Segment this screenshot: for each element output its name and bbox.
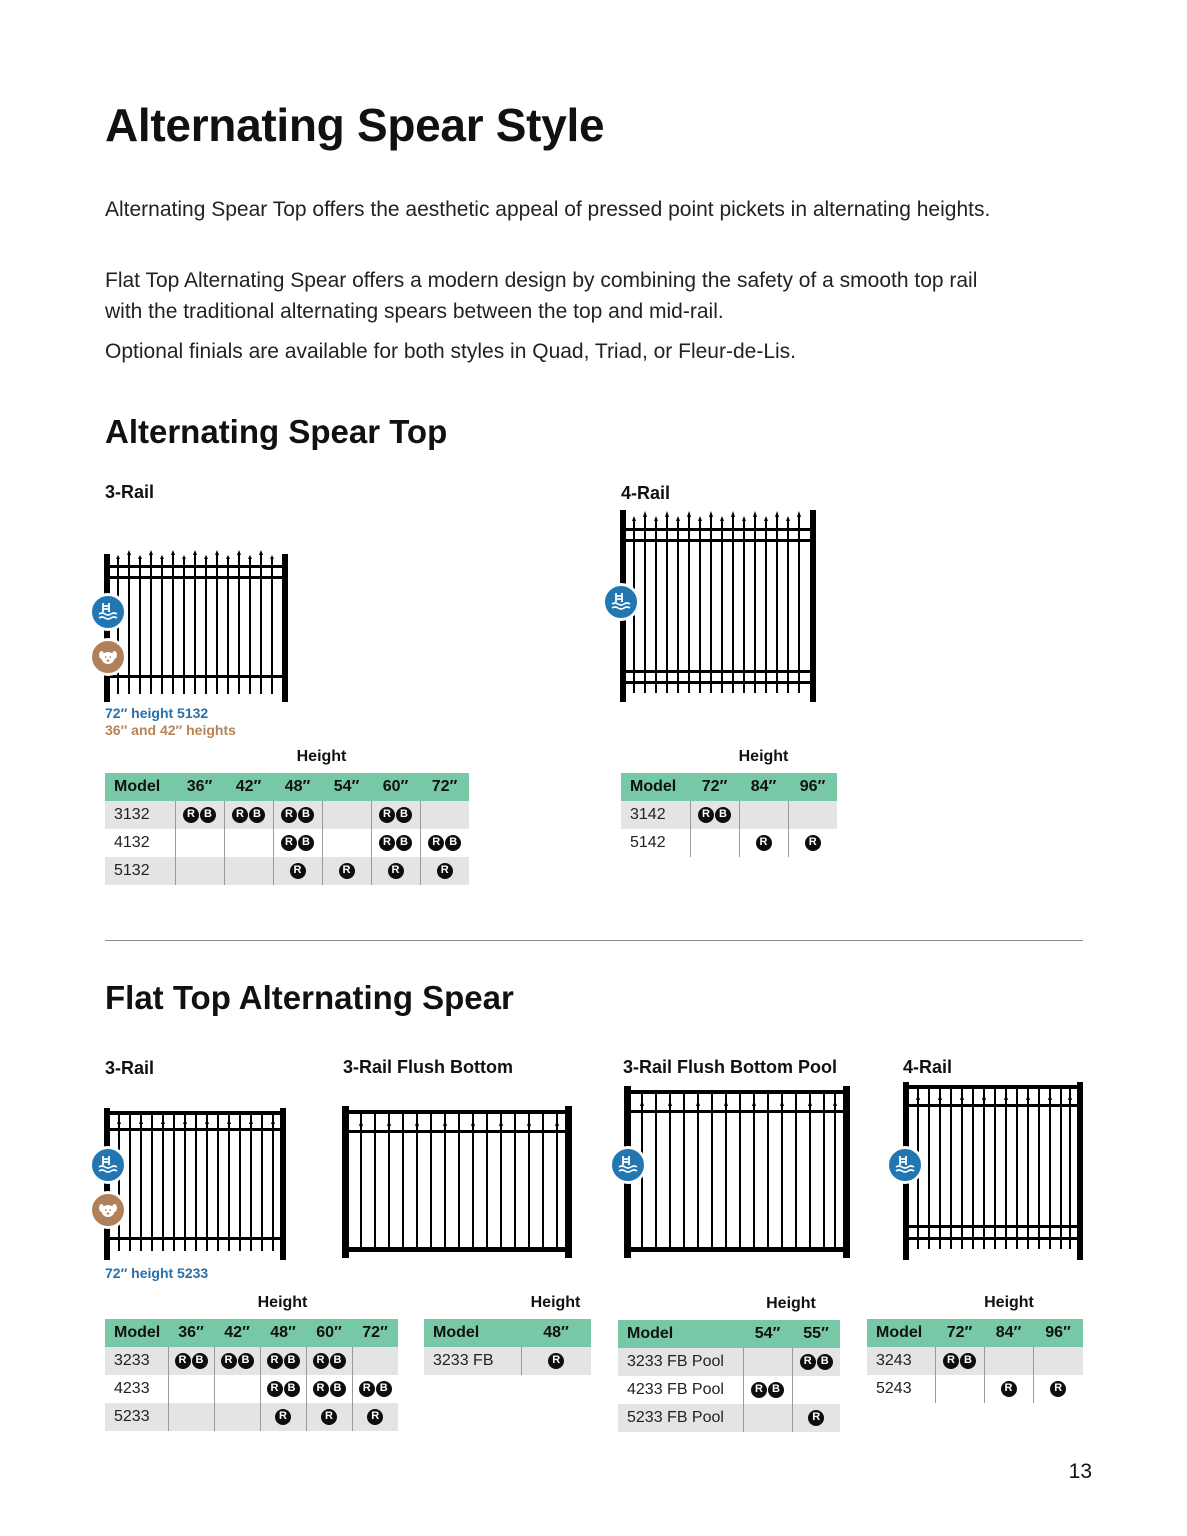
height-label: Height	[738, 748, 789, 765]
table-row	[621, 829, 837, 857]
business-badge-icon: B	[200, 807, 216, 823]
residential-badge-icon: R	[267, 1353, 283, 1369]
business-badge-icon: B	[768, 1382, 784, 1398]
residential-badge-icon: R	[281, 835, 297, 851]
model-number: 5132	[105, 857, 175, 885]
caption-pet-heights: 36″ and 42″ heights	[105, 722, 236, 738]
column-header-height: 84″	[984, 1319, 1033, 1347]
model-number: 5243	[876, 1380, 912, 1397]
page-number: 13	[1068, 1460, 1092, 1483]
availability-cell	[743, 1376, 792, 1404]
residential-badge-icon: R	[275, 1409, 291, 1425]
residential-badge-icon: R	[281, 807, 297, 823]
residential-badge-icon: R	[751, 1382, 767, 1398]
availability-cell	[224, 829, 273, 857]
availability-cell	[690, 829, 739, 857]
fence-illustration-4-rail-spear	[620, 508, 818, 702]
availability-cell	[371, 801, 420, 829]
availability-cell	[168, 1403, 214, 1431]
residential-badge-icon: R	[805, 835, 821, 851]
table-header-row	[105, 773, 469, 801]
availability-cell	[788, 801, 837, 829]
column-header-height: 72″	[420, 773, 469, 801]
availability-cell	[792, 1404, 840, 1432]
availability-cell	[168, 1347, 214, 1375]
availability-cell	[1033, 1375, 1083, 1403]
column-header-height: 42″	[214, 1319, 260, 1347]
column-header-height: 72″	[690, 773, 739, 801]
model-number: 3233 FB Pool	[618, 1348, 743, 1376]
business-badge-icon: B	[298, 807, 314, 823]
business-badge-icon: B	[715, 807, 731, 823]
model-number: 4132	[114, 834, 150, 851]
spec-table-3-rail-flat-top	[105, 1319, 398, 1431]
table-row	[621, 801, 837, 829]
availability-cell	[743, 1404, 792, 1432]
column-header-height: 54″	[322, 773, 371, 801]
availability-cell	[352, 1403, 398, 1431]
table-row	[618, 1404, 840, 1432]
height-label: Height	[530, 1294, 581, 1311]
business-badge-icon: B	[960, 1353, 976, 1369]
residential-badge-icon: R	[321, 1409, 337, 1425]
column-header-height: 36″	[175, 773, 224, 801]
pet-icon	[89, 638, 127, 676]
table-row	[105, 1347, 398, 1375]
pet-icon	[89, 1191, 127, 1229]
table-row	[618, 1348, 840, 1376]
model-number: 4233 FB Pool	[627, 1381, 724, 1398]
residential-badge-icon: R	[943, 1353, 959, 1369]
section-title-flat-top: Flat Top Alternating Spear	[105, 979, 514, 1016]
label-3-rail-flush-bottom-pool: 3-Rail Flush Bottom Pool	[623, 1057, 837, 1077]
fence-illustration-4-rail-flat-top	[903, 1082, 1085, 1260]
column-header-height: 72″	[935, 1319, 984, 1347]
availability-cell	[1033, 1347, 1083, 1375]
spec-table-4-rail-flat-top	[867, 1319, 1083, 1403]
column-header-model: Model	[618, 1320, 743, 1348]
table-row	[105, 1403, 398, 1431]
availability-cell	[935, 1347, 984, 1375]
pool-icon	[602, 583, 640, 621]
availability-cell	[306, 1375, 352, 1403]
residential-badge-icon: R	[175, 1353, 191, 1369]
availability-cell	[743, 1348, 792, 1376]
column-header-model: Model	[867, 1319, 935, 1347]
table-header-row	[424, 1319, 591, 1347]
pool-icon	[89, 1146, 127, 1184]
residential-badge-icon: R	[290, 863, 306, 879]
residential-badge-icon: R	[183, 807, 199, 823]
availability-cell	[260, 1347, 306, 1375]
business-badge-icon: B	[396, 807, 412, 823]
intro-paragraph-2: Flat Top Alternating Spear offers a modern design by combining the safety of a smooth top rail with the traditional alternating spears between the top and mid-rail.	[105, 269, 978, 323]
column-header-height: 48″	[260, 1319, 306, 1347]
column-header-height: 96″	[1033, 1319, 1083, 1347]
table-row	[424, 1347, 591, 1375]
spec-table-4-rail-spear-top	[621, 773, 837, 857]
business-badge-icon: B	[298, 835, 314, 851]
column-header-height: 54″	[743, 1320, 792, 1348]
column-header-model: Model	[105, 773, 175, 801]
label-3-rail-flush-bottom: 3-Rail Flush Bottom	[343, 1057, 513, 1077]
column-header-model: Model	[621, 773, 690, 801]
availability-cell	[739, 829, 788, 857]
page-title: Alternating Spear Style	[105, 99, 605, 151]
intro-paragraph-1: Alternating Spear Top offers the aesthetic appeal of pressed point pickets in alternating heights.	[105, 198, 991, 221]
availability-cell	[273, 857, 322, 885]
availability-cell	[788, 829, 837, 857]
availability-cell	[273, 801, 322, 829]
residential-badge-icon: R	[437, 863, 453, 879]
label-4-rail-spear-top: 4-Rail	[621, 483, 671, 503]
residential-badge-icon: R	[428, 835, 444, 851]
column-header-height: 48″	[273, 773, 322, 801]
residential-badge-icon: R	[313, 1381, 329, 1397]
column-header-model: Model	[424, 1319, 521, 1347]
column-header-height: 72″	[352, 1319, 398, 1347]
model-number: 3243	[867, 1347, 935, 1375]
availability-cell	[214, 1403, 260, 1431]
availability-cell	[984, 1347, 1033, 1375]
height-label: Height	[296, 748, 347, 765]
model-number: 5233 FB Pool	[618, 1404, 743, 1432]
availability-cell	[306, 1403, 352, 1431]
availability-cell	[175, 857, 224, 885]
table-row	[105, 801, 469, 829]
residential-badge-icon: R	[800, 1354, 816, 1370]
residential-badge-icon: R	[808, 1410, 824, 1426]
model-number: 3132	[105, 801, 175, 829]
column-header-height: 42″	[224, 773, 273, 801]
table-row	[867, 1347, 1083, 1375]
column-header-height: 60″	[371, 773, 420, 801]
model-number: 4233	[114, 1380, 150, 1397]
residential-badge-icon: R	[1050, 1381, 1066, 1397]
label-3-rail-flat-top: 3-Rail	[105, 1058, 155, 1078]
column-header-height: 84″	[739, 773, 788, 801]
availability-cell	[792, 1376, 840, 1404]
table-header-row	[867, 1319, 1083, 1347]
column-header-height: 48″	[521, 1319, 591, 1347]
fence-illustration-3-rail-flat-top	[104, 1108, 288, 1260]
availability-cell	[371, 857, 420, 885]
table-row	[618, 1376, 840, 1404]
caption-pool-height: 72″ height 5132	[105, 705, 209, 721]
availability-cell	[352, 1375, 398, 1403]
availability-cell	[168, 1375, 214, 1403]
column-header-height: 36″	[168, 1319, 214, 1347]
residential-badge-icon: R	[313, 1353, 329, 1369]
height-label: Height	[766, 1295, 816, 1312]
business-badge-icon: B	[445, 835, 461, 851]
availability-cell	[224, 857, 273, 885]
availability-cell	[214, 1375, 260, 1403]
availability-cell	[260, 1403, 306, 1431]
availability-cell	[984, 1375, 1033, 1403]
table-header-row	[618, 1320, 840, 1348]
business-badge-icon: B	[249, 807, 265, 823]
fence-illustration-3-rail-flush-bottom-pool	[624, 1086, 852, 1258]
business-badge-icon: B	[396, 835, 412, 851]
business-badge-icon: B	[817, 1354, 833, 1370]
pool-icon	[89, 593, 127, 631]
residential-badge-icon: R	[756, 835, 772, 851]
fence-illustration-3-rail-flush-bottom	[342, 1106, 574, 1258]
height-label: Height	[257, 1294, 308, 1311]
business-badge-icon: B	[330, 1353, 346, 1369]
column-header-model: Model	[105, 1319, 168, 1347]
residential-badge-icon: R	[548, 1353, 564, 1369]
fence-illustration-3-rail-spear	[104, 548, 290, 702]
availability-cell	[224, 801, 273, 829]
availability-cell	[273, 829, 322, 857]
availability-cell	[420, 829, 469, 857]
availability-cell	[792, 1348, 840, 1376]
business-badge-icon: B	[238, 1353, 254, 1369]
spec-table-flush-bottom	[424, 1319, 591, 1375]
model-number: 3142	[621, 801, 690, 829]
label-4-rail-flat-top: 4-Rail	[903, 1057, 953, 1077]
table-row	[867, 1375, 1083, 1403]
availability-cell	[690, 801, 739, 829]
residential-badge-icon: R	[388, 863, 404, 879]
residential-badge-icon: R	[698, 807, 714, 823]
availability-cell	[420, 857, 469, 885]
residential-badge-icon: R	[379, 835, 395, 851]
availability-cell	[322, 857, 371, 885]
residential-badge-icon: R	[367, 1409, 383, 1425]
column-header-height: 55″	[792, 1320, 840, 1348]
availability-cell	[306, 1347, 352, 1375]
residential-badge-icon: R	[359, 1381, 375, 1397]
spec-table-flush-bottom-pool	[618, 1320, 840, 1432]
business-badge-icon: B	[376, 1381, 392, 1397]
availability-cell	[352, 1347, 398, 1375]
availability-cell	[371, 829, 420, 857]
intro-paragraph-3: Optional finials are available for both styles in Quad, Triad, or Fleur-de-Lis.	[105, 340, 797, 363]
availability-cell	[175, 801, 224, 829]
availability-cell	[260, 1375, 306, 1403]
availability-cell	[739, 801, 788, 829]
column-header-height: 60″	[306, 1319, 352, 1347]
business-badge-icon: B	[284, 1381, 300, 1397]
availability-cell	[521, 1347, 591, 1375]
residential-badge-icon: R	[379, 807, 395, 823]
table-row	[105, 1375, 398, 1403]
business-badge-icon: B	[284, 1353, 300, 1369]
caption-pool-height: 72″ height 5233	[105, 1265, 209, 1281]
business-badge-icon: B	[330, 1381, 346, 1397]
availability-cell	[175, 829, 224, 857]
table-row	[105, 857, 469, 885]
residential-badge-icon: R	[267, 1381, 283, 1397]
label-3-rail-spear-top: 3-Rail	[105, 482, 155, 502]
table-row	[105, 829, 469, 857]
table-header-row	[621, 773, 837, 801]
model-number: 5233	[105, 1403, 168, 1431]
section-title-spear-top: Alternating Spear Top	[105, 413, 448, 450]
business-badge-icon: B	[192, 1353, 208, 1369]
residential-badge-icon: R	[339, 863, 355, 879]
availability-cell	[420, 801, 469, 829]
spec-table-3-rail-spear-top	[105, 773, 469, 885]
residential-badge-icon: R	[221, 1353, 237, 1369]
availability-cell	[935, 1375, 984, 1403]
pool-icon	[609, 1146, 647, 1184]
height-label: Height	[984, 1294, 1034, 1311]
pool-icon	[886, 1146, 924, 1184]
model-number: 3233 FB	[424, 1347, 521, 1375]
residential-badge-icon: R	[232, 807, 248, 823]
model-number: 3233	[105, 1347, 168, 1375]
section-divider	[105, 940, 1083, 941]
availability-cell	[214, 1347, 260, 1375]
column-header-height: 96″	[788, 773, 837, 801]
table-header-row	[105, 1319, 398, 1347]
availability-cell	[322, 801, 371, 829]
residential-badge-icon: R	[1001, 1381, 1017, 1397]
availability-cell	[322, 829, 371, 857]
model-number: 5142	[630, 834, 666, 851]
